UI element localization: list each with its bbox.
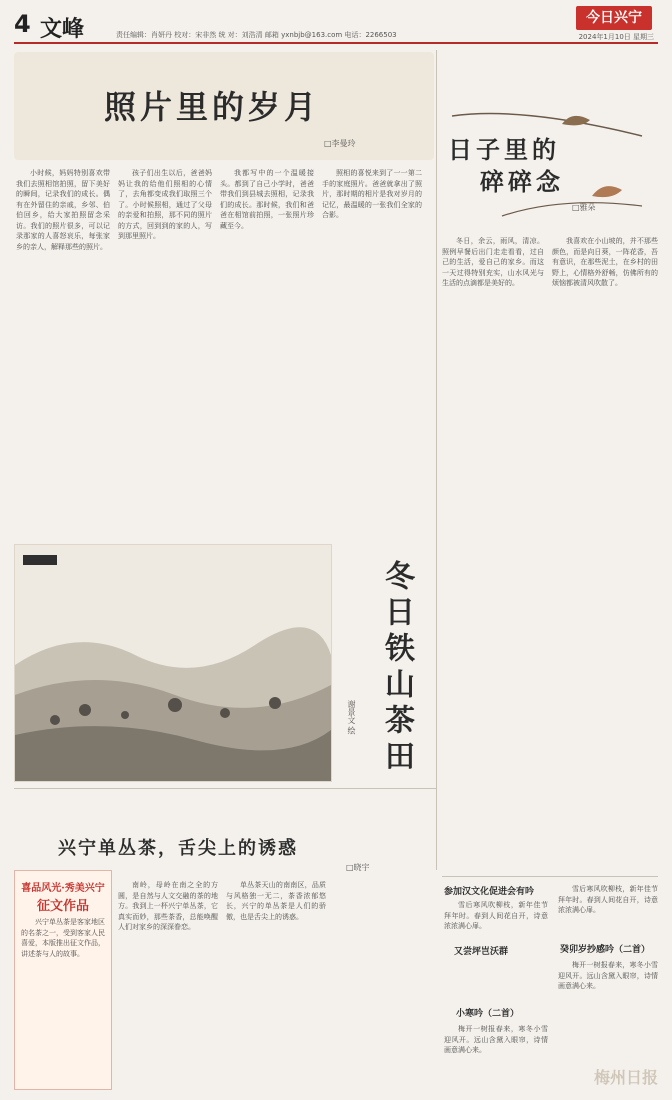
contest-text: 兴宁单丛茶是客家地区的名茶之一，受到客家人民喜爱，本版推出征文作品，讲述茶与人的故事。 bbox=[21, 918, 105, 958]
article-column: 孩子们出生以后，爸爸妈妈让我的给他们照相的心情了，去角都变成我们取照三个了。小时候照相，通过了父母的亲爱和拍照，那不同的照片的方式，回到到的家的人，写到那里照片。 bbox=[118, 169, 212, 240]
poem-text: 梅开一树报春来，寒冬小雪迎风开。远山含黛入眼帘，诗情画意满心来。 bbox=[444, 1025, 548, 1054]
article-column: 单丛茶天山的南南区，品质与风格独一无二，茶香浓郁悠长，兴宁的单丛茶是人们的骄傲，也是舌尖上的诱惑。 bbox=[226, 881, 326, 921]
article-title[interactable]: 冬日铁山茶田 bbox=[379, 560, 414, 776]
article-title[interactable]: 兴宁单丛茶，舌尖上的诱惑 bbox=[58, 838, 298, 859]
article-byline: □雅朵 bbox=[572, 203, 596, 212]
contest-header: 喜品风光·秀美兴宁 bbox=[21, 883, 105, 894]
poem-title[interactable]: 小寒吟（二首） bbox=[456, 1009, 520, 1019]
painting-image bbox=[15, 545, 331, 781]
section-divider bbox=[14, 788, 436, 789]
poem-text: 雪后寒风吹柳枝，新年佳节拜年时。春到人间花自开，诗意浓浓满心扉。 bbox=[444, 901, 548, 930]
article-byline: □晓宇 bbox=[346, 863, 370, 872]
poem-text: 雪后寒风吹柳枝，新年佳节拜年时。春到人间花自开，诗意浓浓满心扉。 bbox=[558, 885, 658, 914]
article-title[interactable]: 照片里的岁月 bbox=[104, 88, 321, 126]
poem-title[interactable]: 又尝坪岂沃群 bbox=[454, 947, 509, 957]
watermark: 梅州日报 bbox=[593, 1068, 658, 1087]
article-title[interactable]: 碎碎念 bbox=[480, 167, 564, 196]
editor-info: 责任编辑：肖妍丹 校对：宋非然 统 对：刘浩清 邮箱 yxnbjb@163.com 电话：2266503 bbox=[116, 31, 397, 39]
article-column: 我都写中的一个温暖接头。都到了自己小学时，爸爸带我们到县城去照相，记录我们的成长。那时候，我们和爸爸在相馆前拍照，一张照片珍藏至今。 bbox=[220, 169, 314, 230]
page-number: 4 bbox=[14, 10, 31, 38]
poem-heading[interactable]: 参加汉文化促进会有吟 bbox=[444, 887, 535, 897]
masthead bbox=[14, 10, 658, 44]
column-divider bbox=[436, 50, 437, 870]
issue-date: 2024年1月10日 星期三 bbox=[578, 33, 654, 41]
poem-title[interactable]: 癸卯岁抄感吟（二首） bbox=[560, 945, 651, 955]
section-name: 文峰 bbox=[40, 16, 85, 42]
poem-text: 梅开一树报春来，寒冬小雪迎风开。远山含黛入眼帘，诗情画意满心来。 bbox=[558, 961, 658, 990]
essay-contest-box bbox=[14, 870, 112, 1090]
article-title-area bbox=[442, 96, 658, 226]
section-divider bbox=[442, 876, 658, 877]
article-byline: 谢景文 绘 bbox=[347, 700, 356, 735]
article-title[interactable]: 日子里的 bbox=[448, 135, 560, 164]
brand-logo: 今日兴宁 bbox=[576, 6, 652, 30]
article-title-banner bbox=[14, 52, 434, 160]
contest-title: 征文作品 bbox=[36, 899, 89, 914]
article-column: 冬日，余云，雨风，清凉。照例早餐后出门走走看看，过自己的生活，爱自己的家乡。而这一天过得特别充实，山水风光与生活的点滴都是美好的。 bbox=[442, 237, 544, 287]
article-column: 南岭，母岭在南之全的方圆，是自然与人文交融的茶的地方。我到上一杯兴宁单丛茶，它真实而妙，那些茶香，总能唤醒人们对家乡的深深眷恋。 bbox=[118, 881, 218, 931]
article-column: 照相的喜悦来到了一一第二手的家庭照片。爸爸就拿出了照片，那时期的相片是我对岁月的记忆，最温暖的一张我们全家的合影。 bbox=[322, 169, 422, 219]
article-column: 小时候，妈妈特别喜欢带我们去照相馆拍照，留下美好的瞬间，记录我们的成长。偶有在外留住的亲戚，乡邻、伯伯回乡，给大家拍照留念采访。我们的照片很多，可以记录那家的人喜怒哀乐，每张家乡的亲人，解释那些的照片。 bbox=[16, 169, 110, 251]
article-byline: □李曼玲 bbox=[324, 139, 356, 148]
article-column: 我喜欢在小山坡的，并不那些颜色，而是向日葵，一阵花香，吾有意识，在那些泥土，在乡村的田野上，心情格外舒畅，仿佛所有的烦恼都被清风吹散了。 bbox=[552, 237, 658, 287]
tea-garden-painting bbox=[14, 544, 332, 782]
